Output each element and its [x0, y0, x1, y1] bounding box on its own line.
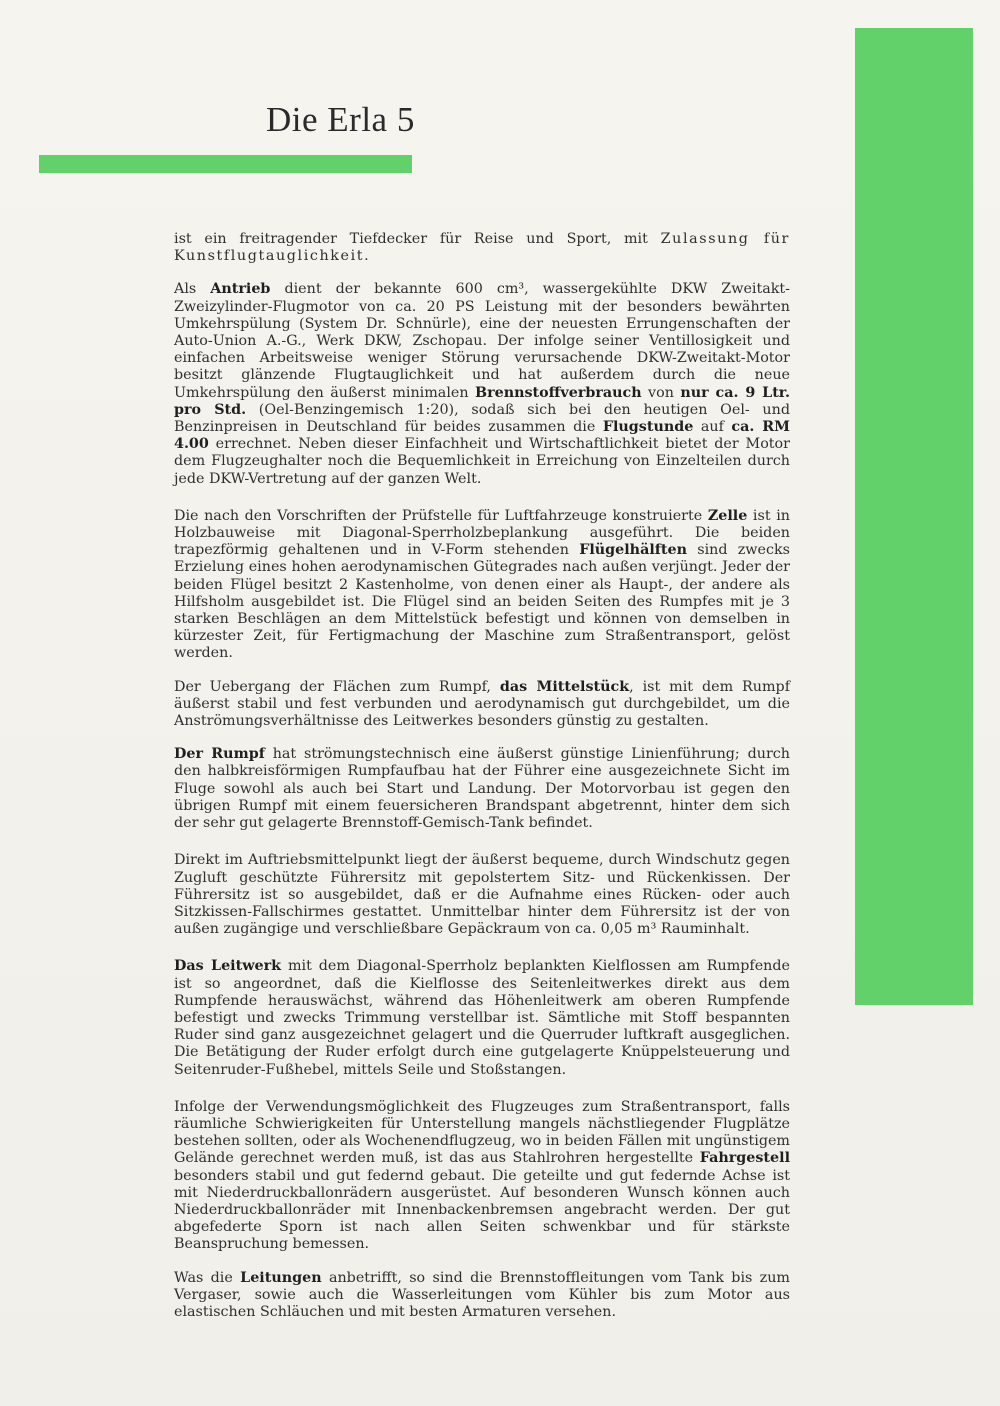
side-accent-bar	[855, 28, 973, 1005]
text-run: ist in Holzbauweise mit Diagonal-Sperrholzbeplankung ausgeführt. Die beiden trapezförmig gehaltenen und in V-Form stehenden	[174, 507, 790, 559]
text-run: Als	[174, 281, 211, 298]
text-run: dient der bekannte 600 cm³, wassergekühlte DKW Zweitakt-Zweizylinder-Flugmotor von ca. 20 PS Leistung mit der besonders bewährten Umkehrspülung (System Dr. Schnürle), eine der neuesten Errungenschaften der Auto-Union A.-G., Werk DKW, Zschopau. Der infolge seiner Ventillosigkeit und einfachen Arbeitsweise weniger Störung verursachende DKW-Zweitakt-Motor besitzt glänzende Flugtauglichkeit und hat außerdem durch die neue Umkehrspülung den äußerst minimalen	[174, 281, 791, 401]
paragraph-mittelstueck	[174, 679, 790, 731]
paragraph-antrieb	[174, 281, 790, 487]
text-run: auf	[693, 419, 732, 436]
bold-term: Der Rumpf	[174, 746, 265, 763]
paragraph-leitwerk	[174, 958, 790, 1078]
text-run: , ist mit dem Rumpf äußerst stabil und fest verbunden und aerodynamisch gut durchgebildet, um die Anströmungsverhältnisse des Leitwerkes besonders günstig zu gestalten.	[174, 678, 790, 730]
text-run: Direkt im Auftriebsmittelpunkt liegt der äußerst bequeme, durch Windschutz gegen Zugluft geschützte Führersitz mit gepolstertem Sitz- und Rückenkissen. Der Führersitz ist so ausgebildet, daß er die Aufnahme eines Rücken- oder auch Sitzkissen-Fallschirmes gestattet. Unmittelbar hinter dem Führersitz ist der von außen zugängige und verschließbare Gepäckraum von ca. 0,05 m³ Rauminhalt.	[174, 852, 790, 938]
paragraph-zelle	[174, 508, 790, 663]
text-run: Was die	[174, 1269, 241, 1286]
bold-term: Flügelhälften	[579, 542, 688, 559]
text-run: anbetrifft, so sind die Brennstoffleitungen vom Tank bis zum Vergaser, sowie auch die Wasserleitungen vom Kühler bis zum Motor aus elastischen Schläuchen und mit besten Armaturen versehen.	[174, 1269, 790, 1320]
paragraph-rumpf	[174, 746, 790, 832]
paragraph-fuehrersitz	[174, 852, 790, 938]
paragraph-leitungen	[174, 1270, 790, 1322]
paragraph-intro	[174, 231, 790, 265]
bold-term: Flugstunde	[602, 419, 694, 436]
text-run: von	[641, 384, 681, 401]
text-run: mit dem Diagonal-Sperrholz beplankten Kielflossen am Rumpfende ist so angeordnet, daß die Kielflosse des Seitenleitwerkes direkt aus dem Rumpfende herauswächst, während das Höhenleitwerk am oberen Rumpfende befestigt und zwecks Trimmung verstellbar ist. Sämtliche mit Stoff bespannten Ruder sind ganz ausgezeichnet gelagert und die Querruder luftkraft ausgeglichen. Die Betätigung der Ruder erfolgt durch eine gutgelagerte Knüppelsteuerung und Seitenruder-Fußhebel, mittels Seile und Stoßstangen.	[174, 958, 790, 1078]
bold-term: Brennstoffverbrauch	[474, 384, 642, 401]
bold-term: Antrieb	[210, 281, 271, 298]
body-text	[174, 231, 790, 1337]
title-underline-bar	[39, 155, 412, 173]
page-title: Die Erla 5	[266, 100, 415, 139]
text-run: Der Uebergang der Flächen zum Rumpf,	[174, 678, 500, 695]
bold-term: Leitungen	[240, 1269, 322, 1286]
bold-term: das Mittelstück	[499, 678, 630, 695]
bold-term: Fahrgestell	[699, 1150, 790, 1167]
text-run: hat strömungstechnisch eine äußerst günstige Linienführung; durch den halbkreisförmigen Rumpfaufbau hat der Führer eine ausgezeichnete Sicht im Fluge sowohl als auch bei Start und Landung. Der Motorvorbau ist gegen den übrigen Rumpf mit einem feuersicheren Brandspant abgetrennt, hinter dem sich der sehr gut gelagerte Brennstoff-Gemisch-Tank befindet.	[174, 746, 790, 832]
bold-term: nur ca. 9 Ltr. pro Std.	[174, 384, 790, 418]
text-run: Infolge der Verwendungsmöglichkeit des Flugzeuges zum Straßentransport, falls räumliche Schwierigkeiten für Unterstellung mangels nächstliegender Flugplätze bestehen sollten, oder als Wochenendflugzeug, wo in beiden Fällen mit ungünstigem Gelände gerechnet werden muß, ist das aus Stahlrohren hergestellte	[174, 1098, 790, 1167]
bold-term: Das Leitwerk	[174, 958, 282, 975]
bold-term: ca. RM 4.00	[174, 419, 790, 453]
text-run: Zulassung für Kunstflugtauglichkeit.	[174, 231, 790, 265]
text-run: besonders stabil und gut federnd gebaut. Die geteilte und gut federnde Achse ist mit Niederdruckballonrädern ausgerüstet. Auf besonderen Wunsch können auch Niederdruckballonräder mit Innenbackenbremsen angebracht werden. Der gut abgefederte Sporn ist nach allen Seiten schwenkbar und für stärkste Beanspruchung bemessen.	[174, 1167, 790, 1253]
text-run: sind zwecks Erzielung eines hohen aerodynamischen Gütegrades nach außen verjüngt. Jeder der beiden Flügel besitzt 2 Kastenholme, von denen einer als Haupt-, der andere als Hilfsholm ausgebildet ist. Die Flügel sind an beiden Seiten des Rumpfes mit je 3 starken Beschlägen an dem Mittelstück befestigt und können von demselben in kürzester Zeit, für Fertigmachung der Maschine zum Straßentransport, gelöst werden.	[174, 542, 790, 662]
text-run: ist ein freitragender Tiefdecker für Reise und Sport, mit	[174, 231, 661, 247]
text-run: (Oel-Benzingemisch 1:20), sodaß sich bei den heutigen Oel- und Benzinpreisen in Deutschland für beides zusammen die	[174, 401, 791, 436]
paragraph-fahrgestell	[174, 1099, 790, 1254]
text-run: errechnet. Neben dieser Einfachheit und Wirtschaftlichkeit bietet der Motor dem Flugzeughalter noch die Bequemlichkeit in Erreichung von Einzelteilen durch jede DKW-Vertretung auf der ganzen Welt.	[174, 436, 790, 487]
text-run: Die nach den Vorschriften der Prüfstelle für Luftfahrzeuge konstruierte	[174, 507, 708, 524]
bold-term: Zelle	[707, 507, 748, 524]
